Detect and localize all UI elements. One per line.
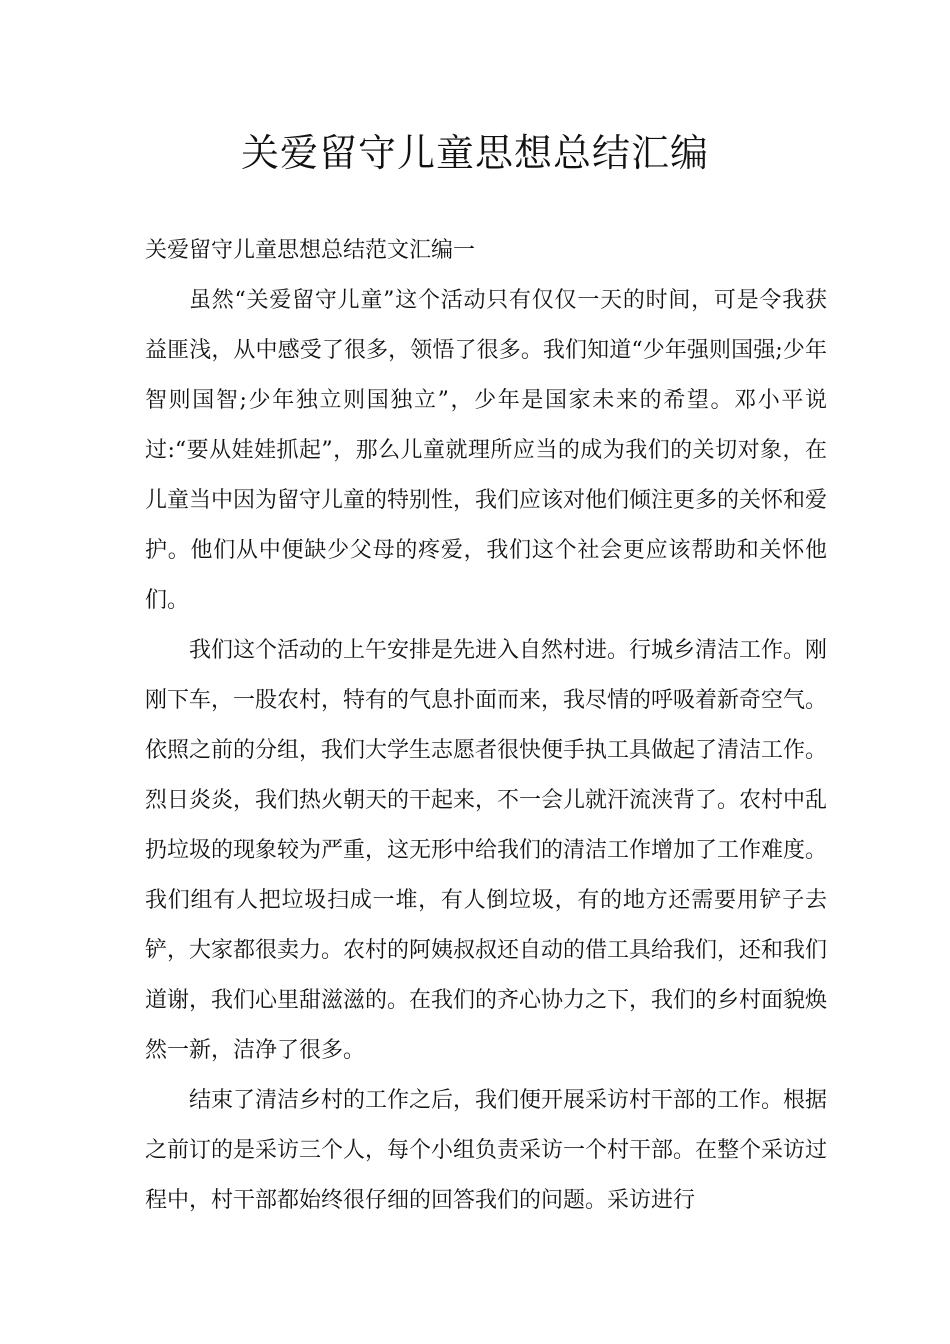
document-title: 关爱留守儿童思想总结汇编 <box>240 131 709 175</box>
paragraph-2: 我们这个活动的上午安排是先进入自然村进。行城乡清洁工作。刚刚下车，一股农村，特有的气息扑面而来，我尽情的呼吸着新奇空气。依照之前的分组，我们大学生志愿者很快便手执工具做起了清洁工作。烈日炎炎，我们热火朝天的干起来，不一会儿就汗流浃背了。农村中乱扔垃圾的现象较为严重，这无形中给我们的清洁工作增加了工作难度。我们组有人把垃圾扫成一堆，有人倒垃圾，有的地方还需要用铲子去铲，大家都很卖力。农村的阿姨叔叔还自动的借工具给我们，还和我们道谢，我们心里甜滋滋的。在我们的齐心协力之下，我们的乡村面貌焕然一新，洁净了很多。 <box>145 638 828 1063</box>
document-body <box>145 226 827 1226</box>
paragraph-1: 虽然“关爱留守儿童”这个活动只有仅仅一天的时间，可是令我获益匪浅，从中感受了很多，领悟了很多。我们知道“少年强则国强;少年智则国智;少年独立则国独立”，少年是国家未来的希望。邓小平说过:“要从娃娃抓起”，那么儿童就理所应当的成为我们的关切对象，在儿童当中因为留守儿童的特别性，我们应该对他们倾注更多的关怀和爱护。他们从中便缺少父母的疼爱，我们这个社会更应该帮助和关怀他们。 <box>145 288 828 613</box>
section-heading: 关爱留守儿童思想总结范文汇编一 <box>145 238 476 263</box>
paragraph-3: 结束了清洁乡村的工作之后，我们便开展采访村干部的工作。根据之前订的是采访三个人，每个小组负责采访一个村干部。在整个采访过程中，村干部都始终很仔细的回答我们的问题。采访进行 <box>145 1088 828 1213</box>
